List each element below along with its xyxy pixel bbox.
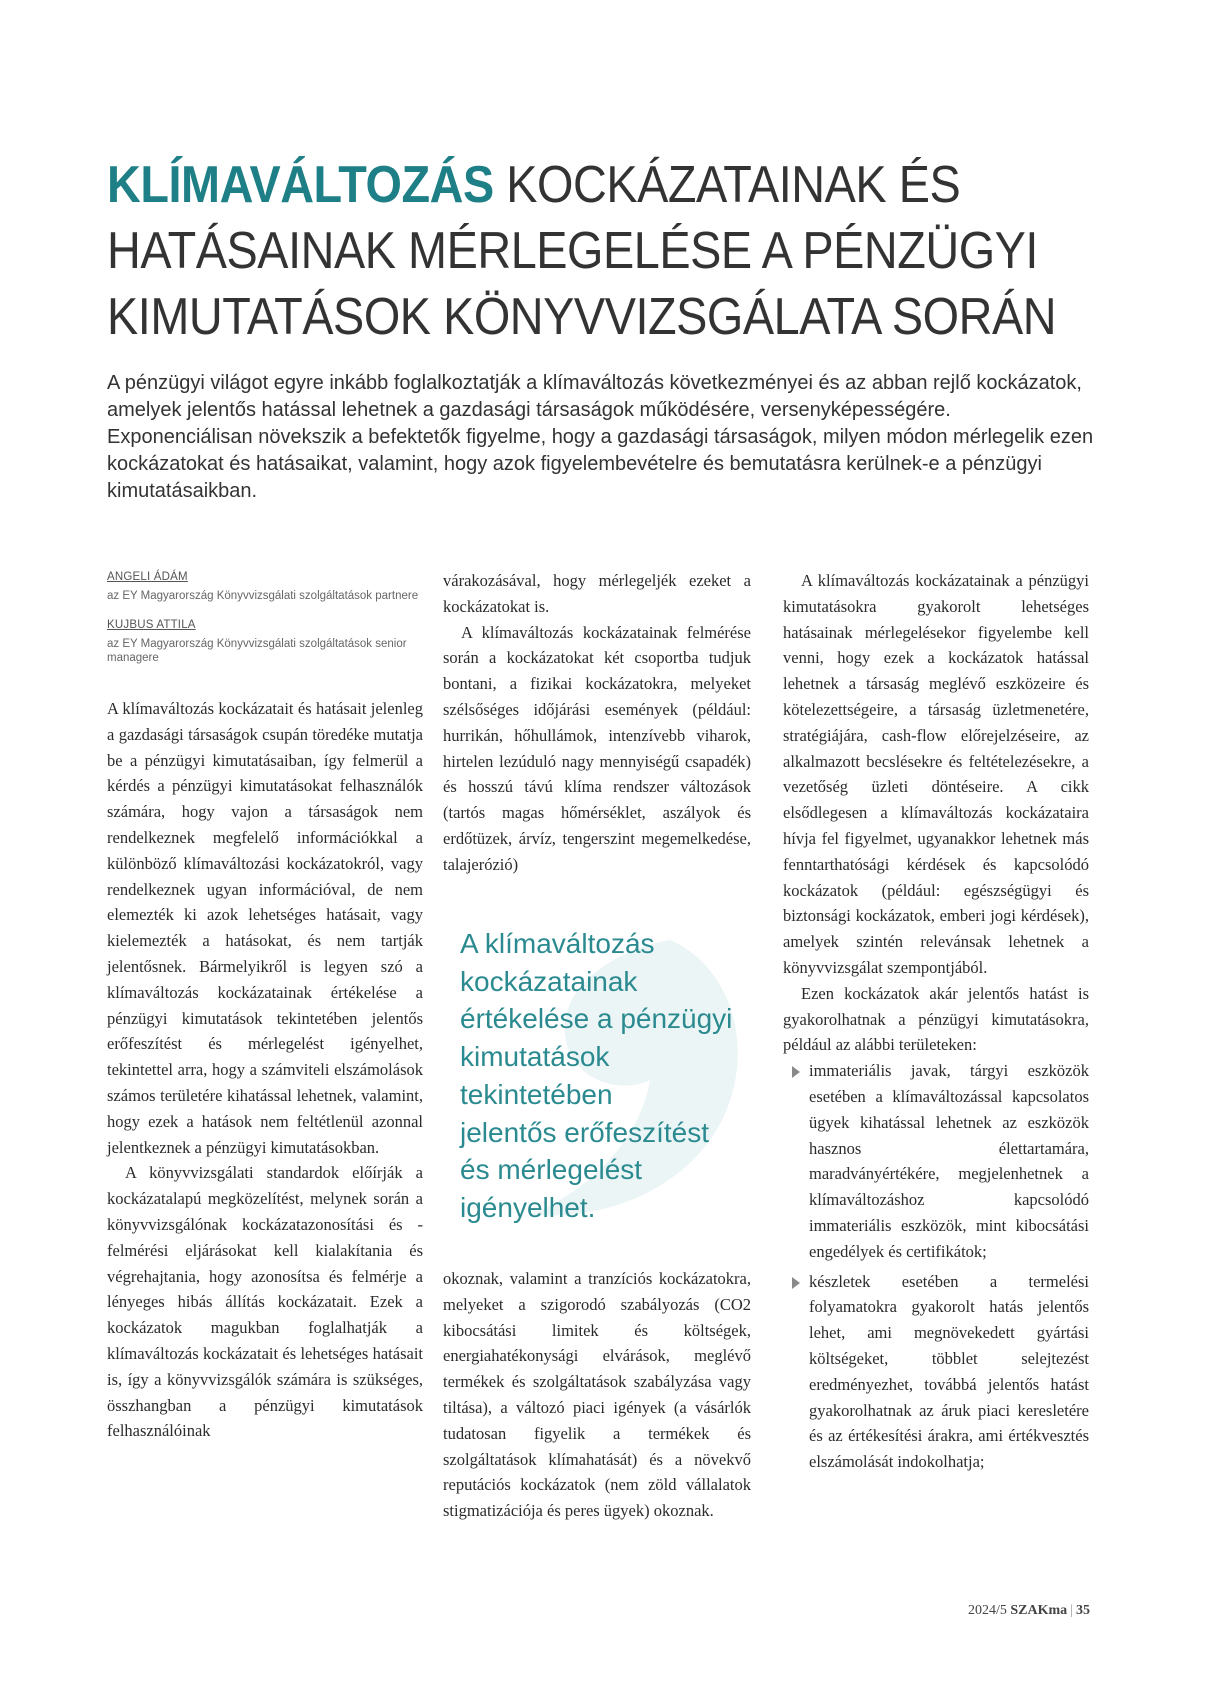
article-lead: A pénzügyi világot egyre inkább foglalkoztatják a klímaváltozás következményei és az abban rejlő kockázatok, amelyek jelentős hatással lehetnek a gazdasági társaságok működésére, versenyképességére. Exponenciálisan növekszik a befektetők figyelme, hogy a gazdasági társaságok, milyen módon mérlegelik ezen kockázatokat és hatásaikat, valamint, hogy azok figyelembevételre és bemutatásra kerülnek-e a pénzügyi kimutatásaikban.	[107, 372, 1094, 502]
paragraph: A klímaváltozás kockázatainak a pénzügyi kimutatásokra gyakorolt lehetséges hatásainak mérlegelésekor figyelembe kell venni, hogy ezek a kockázatok hatással lehetnek a társaság meglévő eszközeire és kötelezettségeire, a társaság üzletmenetére, stratégiájára, cash-flow előrejelzéseire, az alkalmazott becslésekre és feltételezésekre, a vezetőség üzleti döntéseire. A cikk elsődlegesen a klímaváltozás kockázataira hívja fel figyelmet, ugyanakkor lehetnek más fenntarthatósági kérdések és kapcsolódó kockázatok (például: egészségügyi és biztonsági kockázatok, emberi jogi kérdések), amelyek szintén relevánsak lehetnek a könyvvizsgálat szempontjából.	[783, 571, 1089, 977]
title-line-1	[107, 152, 1043, 218]
title-line-3: KIMUTATÁSOK KÖNYVVIZSGÁLATA SORÁN	[107, 288, 1057, 346]
paragraph: okoznak, valamint a tranzíciós kockázatokra, melyeket a szigorodó szabályozás (CO2 kibocsátási limitek és költségek, energiahatékonysági elvárások, meglévő termékek és szolgáltatások szabályzása vagy tiltása), a változó piaci igények (a vásárlók tudatosan figyelik a termékek és szolgáltatások klímahatását) és a növekvő reputációs kockázatok (nem zöld vállalatok stigmatizációja és peres ügyek) okoznak.	[443, 1269, 751, 1521]
paragraph: várakozásával, hogy mérlegeljék ezeket a kockázatokat is.	[443, 571, 751, 616]
pull-quote-line: kimutatások	[460, 1041, 610, 1073]
list-item-text: immateriális javak, tárgyi eszközök esetében a klímaváltozással kapcsolatos ügyek kihatással lehetnek az eszközök hasznos élettartamára, maradványértékére, megjelenhetnek a klímaváltozáshoz kapcsolódó immateriális eszközök, mint kibocsátási engedélyek és certifikátok;	[809, 1061, 1089, 1261]
title-line-1-rest: KOCKÁZATAINAK ÉS	[493, 156, 961, 214]
body-column-2-top	[443, 568, 751, 878]
body-column-3	[783, 568, 1089, 1479]
body-column-1	[107, 696, 423, 1444]
pull-quote-line: és mérlegelést	[460, 1154, 643, 1186]
paragraph: Ezen kockázatok akár jelentős hatást is gyakorolhatnak a pénzügyi kimutatásokra, például az alábbi területeken:	[783, 983, 1089, 1055]
pull-quote-line: kockázatainak	[460, 965, 638, 997]
article-title	[107, 152, 1057, 350]
footer-separator: |	[1070, 1603, 1073, 1618]
pull-quote-line: tekintetében	[460, 1078, 613, 1110]
page-number: 35	[1076, 1603, 1090, 1618]
title-accent: KLÍMAVÁLTOZÁS	[107, 156, 494, 214]
triangle-bullet-icon	[792, 1277, 800, 1289]
author-name: ANGELI ÁDÁM	[107, 571, 188, 583]
author-block	[107, 571, 422, 681]
author-role: az EY Magyarország Könyvvizsgálati szolgáltatások partnere	[107, 590, 419, 602]
bullet-list	[783, 1058, 1089, 1475]
issue-number: 2024/5	[968, 1603, 1007, 1618]
triangle-bullet-icon	[792, 1066, 800, 1078]
title-line-2: HATÁSAINAK MÉRLEGELÉSE A PÉNZÜGYI	[107, 222, 1038, 280]
paragraph: A klímaváltozás kockázatainak felmérése során a kockázatokat két csoportba tudjuk bontani, a fizikai kockázatokra, melyeket szélsőséges időjárási események (például: hurrikán, hőhullámok, intenzívebb viharok, hirtelen lezúduló nagy mennyiségű csapadék) és hosszú távú klíma rendszer változások (tartós magas hőmérséklet, aszályok és erdőtüzek, árvíz, tengerszint megemelkedése, talajerózió)	[443, 622, 751, 874]
page-footer	[900, 1603, 1090, 1619]
body-column-2-bottom	[443, 1266, 751, 1524]
pull-quote-line: A klímaváltozás	[460, 928, 655, 959]
author-role: az EY Magyarország Könyvvizsgálati szolgáltatások senior managere	[107, 638, 407, 664]
pull-quote	[460, 925, 760, 1227]
pull-quote-line: jelentős erőfeszítést	[460, 1116, 710, 1148]
list-item-text: készletek esetében a termelési folyamatokra gyakorolt hatás jelentős lehet, ami megnövekedett gyártási költségeket, többlet selejtezést eredményezhet, továbbá jelentős hatást gyakorolhatnak az áruk piaci keresletére és az értékesítési árakra, ami értékvesztés elszámolását indokolhatja;	[809, 1271, 1089, 1472]
pull-quote-line: igényelhet.	[460, 1191, 596, 1223]
list-item	[783, 1058, 1089, 1264]
pull-quote-line: értékelése a pénzügyi	[460, 1003, 733, 1035]
author-name: KUJBUS ATTILA	[107, 619, 196, 631]
list-item	[783, 1269, 1089, 1475]
paragraph: A klímaváltozás kockázatait és hatásait jelenleg a gazdasági társaságok csupán töredéke mutatja be a pénzügyi kimutatásaiban, így felmerül a kérdés a pénzügyi kimutatásokat felhasználók számára, hogy vajon a társaságok nem rendelkeznek megfelelő információkkal a különböző klímaváltozási kockázatokról, vagy rendelkeznek ugyan információval, de nem elemezték ki azok lehetséges hatásait, vagy kielemezték a hatásokat, és nem tartják jelentősnek. Bármelyikről is legyen szó a klímaváltozás kockázatainak értékelése a pénzügyi kimutatások tekintetében jelentős erőfeszítést és mérlegelést igényelhet, tekintettel arra, hogy a számviteli elszámolások számos területére kihatással lehetnek, valamint, hogy ezek a hatások nem feltétlenül azonnal jelentkeznek a pénzügyi kimutatásokban.	[107, 699, 423, 1157]
magazine-name: SZAKma	[1010, 1603, 1068, 1618]
paragraph: A könyvvizsgálati standardok előírják a kockázatalapú megközelítést, melynek során a könyvvizsgálónak kockázatazonosítási és -felmérési eljárásokat kell kialakítania és végrehajtania, hogy azonosítsa és felmérje a lényeges hibás állítás kockázatait. Ezek a kockázatok magukban foglalhatják a klímaváltozás kockázatait és lehetséges hatásait is, így a könyvvizsgálók számára is szükséges, összhangban a pénzügyi kimutatások felhasználóinak	[107, 1163, 423, 1441]
